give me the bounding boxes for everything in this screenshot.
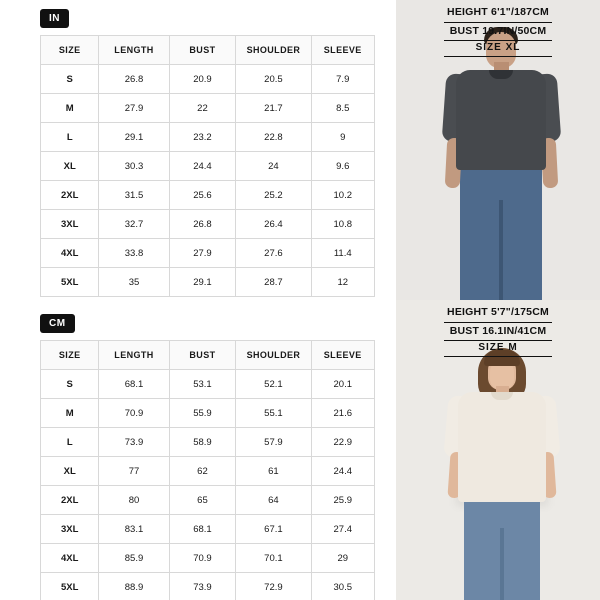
cell-shoulder: 55.1 [236,399,311,428]
spec-divider [444,22,552,23]
cell-bust: 62 [169,457,236,486]
table-row [41,399,375,428]
cell-length: 35 [99,268,169,297]
table-row [41,370,375,399]
cell-length: 29.1 [99,123,169,152]
cell-size: 2XL [41,181,99,210]
cell-sleeve: 29 [311,544,375,573]
cell-bust: 58.9 [169,428,236,457]
cell-bust: 68.1 [169,515,236,544]
table-row [41,428,375,457]
table-row [41,573,375,600]
spec-divider [444,356,552,357]
tshirt-body [456,70,546,170]
cell-size: XL [41,457,99,486]
cell-size: 5XL [41,268,99,297]
cell-size: L [41,428,99,457]
table-row [41,94,375,123]
cell-length: 26.8 [99,65,169,94]
male-model-spec-block [396,0,600,57]
cell-bust: 53.1 [169,370,236,399]
cell-bust: 20.9 [169,65,236,94]
cell-shoulder: 61 [236,457,311,486]
cell-sleeve: 10.8 [311,210,375,239]
table-row [41,210,375,239]
column-header-size: SIZE [41,36,99,65]
cell-shoulder: 27.6 [236,239,311,268]
cell-size: M [41,94,99,123]
cell-length: 88.9 [99,573,169,600]
cell-size: 3XL [41,210,99,239]
cell-sleeve: 30.5 [311,573,375,600]
model-bust-label: BUST 19.7IN/50CM [449,25,547,37]
table-row [41,239,375,268]
cell-size: S [41,65,99,94]
column-header-shoulder: SHOULDER [236,36,311,65]
tshirt-body [458,392,546,502]
male-model-panel [396,0,600,300]
cell-size: XL [41,152,99,181]
cell-shoulder: 22.8 [236,123,311,152]
cell-length: 68.1 [99,370,169,399]
table-row [41,123,375,152]
table-row [41,152,375,181]
cell-length: 27.9 [99,94,169,123]
cell-sleeve: 21.6 [311,399,375,428]
cell-shoulder: 28.7 [236,268,311,297]
cell-length: 73.9 [99,428,169,457]
table-row [41,457,375,486]
cell-length: 83.1 [99,515,169,544]
table-row [41,544,375,573]
spec-divider [444,322,552,323]
cell-size: 4XL [41,544,99,573]
cell-sleeve: 11.4 [311,239,375,268]
cell-shoulder: 21.7 [236,94,311,123]
cell-length: 32.7 [99,210,169,239]
cell-shoulder: 26.4 [236,210,311,239]
cell-shoulder: 24 [236,152,311,181]
table-header-row [41,341,375,370]
cell-length: 33.8 [99,239,169,268]
table-row [41,65,375,94]
column-header-bust: BUST [169,341,236,370]
model-jeans-seam [499,200,503,300]
column-header-length: LENGTH [99,36,169,65]
model-size-label: SIZE XL [475,42,521,53]
cell-shoulder: 64 [236,486,311,515]
cell-size: 3XL [41,515,99,544]
model-bust-label: BUST 16.1IN/41CM [449,325,547,337]
cell-sleeve: 10.2 [311,181,375,210]
cell-bust: 27.9 [169,239,236,268]
cell-bust: 26.8 [169,210,236,239]
model-size-label: SIZE M [478,342,518,353]
table-row [41,486,375,515]
size-table-inches [40,35,375,297]
cell-shoulder: 70.1 [236,544,311,573]
model-photos-column [396,0,600,600]
female-model-spec-block [396,300,600,357]
cell-shoulder: 72.9 [236,573,311,600]
cell-shoulder: 20.5 [236,65,311,94]
cell-length: 31.5 [99,181,169,210]
cell-size: S [41,370,99,399]
cell-length: 30.3 [99,152,169,181]
cell-size: M [41,399,99,428]
cell-length: 77 [99,457,169,486]
size-table-cm-block [28,313,378,600]
cell-sleeve: 12 [311,268,375,297]
column-header-sleeve: SLEEVE [311,341,375,370]
cell-bust: 65 [169,486,236,515]
cell-sleeve: 25.9 [311,486,375,515]
cell-bust: 29.1 [169,268,236,297]
cell-sleeve: 22.9 [311,428,375,457]
cell-length: 70.9 [99,399,169,428]
cell-shoulder: 25.2 [236,181,311,210]
table-header-row [41,36,375,65]
cell-size: 5XL [41,573,99,600]
cell-sleeve: 9 [311,123,375,152]
table-row [41,181,375,210]
cell-sleeve: 20.1 [311,370,375,399]
column-header-length: LENGTH [99,341,169,370]
cell-size: L [41,123,99,152]
size-table-cm [40,340,375,600]
cell-bust: 25.6 [169,181,236,210]
unit-badge-cm: CM [40,314,75,333]
cell-sleeve: 8.5 [311,94,375,123]
model-jeans-seam [500,528,504,600]
cell-size: 4XL [41,239,99,268]
cell-sleeve: 27.4 [311,515,375,544]
unit-badge-in: IN [40,9,69,28]
size-tables-column [28,8,378,600]
column-header-size: SIZE [41,341,99,370]
cell-shoulder: 67.1 [236,515,311,544]
table-spacer [28,297,378,313]
cell-bust: 22 [169,94,236,123]
model-height-label: HEIGHT 5'7"/175CM [447,306,549,318]
female-model-panel [396,300,600,600]
spec-divider [444,56,552,57]
table-row [41,268,375,297]
cell-shoulder: 57.9 [236,428,311,457]
size-table-inches-block [28,8,378,297]
column-header-sleeve: SLEEVE [311,36,375,65]
cell-bust: 24.4 [169,152,236,181]
cell-sleeve: 24.4 [311,457,375,486]
cell-bust: 73.9 [169,573,236,600]
cell-sleeve: 7.9 [311,65,375,94]
cell-size: 2XL [41,486,99,515]
cell-shoulder: 52.1 [236,370,311,399]
column-header-bust: BUST [169,36,236,65]
cell-bust: 55.9 [169,399,236,428]
cell-length: 85.9 [99,544,169,573]
table-row [41,515,375,544]
model-height-label: HEIGHT 6'1"/187CM [447,6,549,18]
cell-bust: 23.2 [169,123,236,152]
cell-length: 80 [99,486,169,515]
cell-bust: 70.9 [169,544,236,573]
cell-sleeve: 9.6 [311,152,375,181]
column-header-shoulder: SHOULDER [236,341,311,370]
